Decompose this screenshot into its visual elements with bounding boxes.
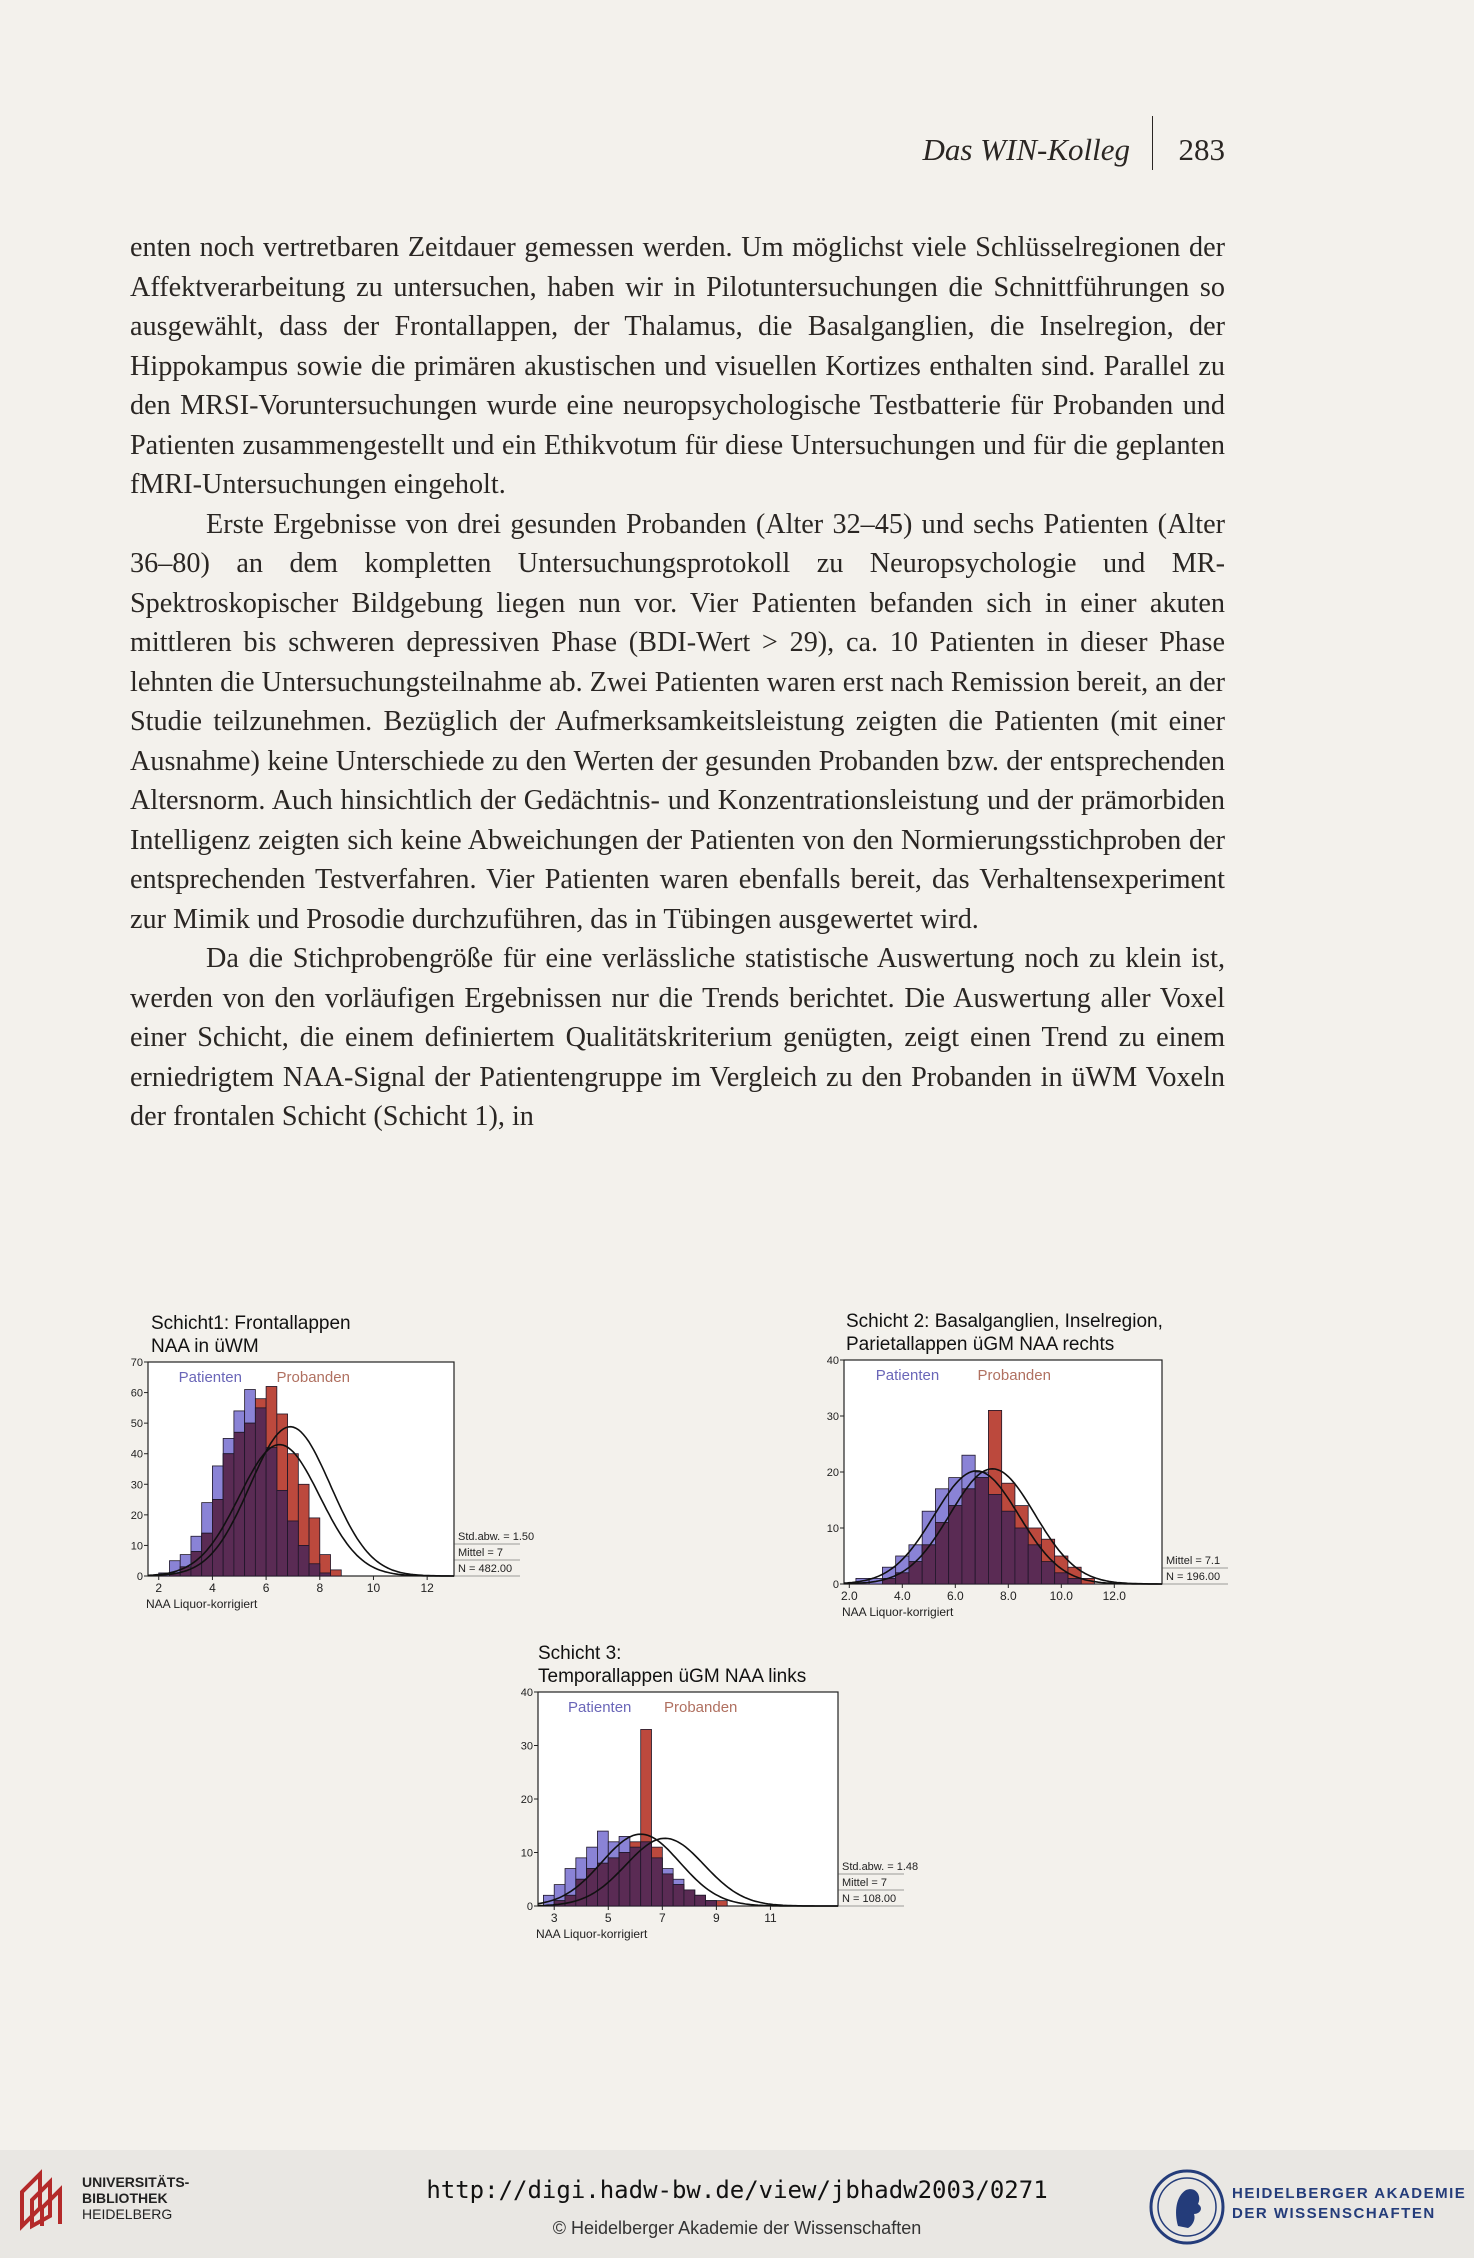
bar-overlap: [277, 1490, 288, 1576]
figure-caption: [151, 1312, 556, 1358]
running-header: [130, 132, 1225, 172]
x-tick-label: 6: [262, 1581, 270, 1595]
bar-overlap: [266, 1448, 277, 1576]
bar-overlap: [288, 1521, 299, 1576]
body-text: [130, 228, 1225, 1137]
academy-name-line: HEIDELBERGER AKADEMIE: [1232, 2185, 1467, 2202]
y-tick-label: 10: [520, 1847, 533, 1860]
y-tick-label: 0: [136, 1571, 143, 1583]
bar-overlap: [922, 1545, 935, 1584]
stats-line: N = 196.00: [1166, 1571, 1221, 1583]
x-axis-label: NAA Liquor-korrigiert: [842, 1605, 954, 1619]
stats-line: N = 108.00: [842, 1893, 897, 1905]
bar-overlap: [309, 1564, 320, 1576]
library-name-line: BIBLIOTHEK: [82, 2190, 168, 2206]
caption-line: Temporallappen üGM NAA links: [538, 1666, 807, 1687]
bar-overlap: [641, 1842, 652, 1906]
paragraph-1: enten noch vertretbaren Zeitdauer gemessen werden. Um möglichst viele Schlüsselregionen der Affektverarbeitung zu untersuchen, haben wir in Pilotuntersuchungen die Schnittführungen so ausgewählt, dass der Frontallappen, der Thalamus, die Basalganglien, die Inselregion, der Hippokampus sowie die primären akustischen und visuellen Kortizes enthalten sind. Parallel zu den MRSI-Voruntersuchungen wurde eine neuropsychologische Testbatterie für Probanden und Patienten zusammengestellt und ein Ethikvotum für diese Untersuchungen und für die geplanten fMRI-Untersuchungen eingeholt.: [130, 232, 1225, 500]
y-tick-label: 0: [832, 1579, 839, 1591]
bar-overlap: [1041, 1562, 1054, 1584]
bar-overlap: [662, 1874, 673, 1906]
caption-line: Parietallappen üGM NAA rechts: [846, 1334, 1115, 1355]
y-tick-label: 0: [526, 1901, 533, 1913]
histogram-chart: [130, 1357, 556, 1628]
x-tick-label: 3: [550, 1911, 558, 1925]
paragraph-2: Erste Ergebnisse von drei gesunden Probanden (Alter 32–45) und sechs Patienten (Alter 36–80) an dem kompletten Untersuchungsprotokoll zu Neuropsychologie und MR-Spektroskopischer Bildgebung liegen nun vor. Vier Patienten befanden sich in einer akuten mittleren bis schweren depressiven Phase (BDI-Wert > 29), ca. 10 Patienten in dieser Phase lehnten die Untersuchungsteilnahme ab. Zwei Patienten waren erst nach Remission bereit, an der Studie teilzunehmen. Bezüglich der Aufmerksamkeitsleistung zeigten die Patienten (mit einer Ausnahme) keine Unterschiede zu den Werten der gesunden Probanden bzw. der entsprechenden Altersnorm. Auch hinsichtlich der Gedächtnis- und Konzentrationsleistung und der prämorbiden Intelligenz zeigten sich keine Abweichungen der Patienten von den Normierungsstichproben der entsprechenden Testverfahren. Vier Patienten waren ebenfalls bereit, das Verhaltensexperiment zur Mimik und Prosodie durchzuführen, das in Tübingen ausgewertet wird.: [130, 508, 1225, 935]
y-tick-label: 30: [520, 1740, 533, 1753]
stats-line: Mittel = 7: [842, 1877, 887, 1889]
y-tick-label: 50: [130, 1418, 143, 1431]
x-tick-label: 2: [155, 1581, 163, 1595]
bar-overlap: [975, 1478, 988, 1584]
y-tick-label: 70: [130, 1357, 143, 1369]
figure-caption: [538, 1642, 946, 1688]
running-title: Das WIN-Kolleg: [922, 132, 1130, 167]
stats-line: Mittel = 7.1: [1166, 1555, 1221, 1567]
bar-overlap: [652, 1858, 663, 1906]
bar-overlap: [212, 1500, 223, 1576]
library-name-line: HEIDELBERG: [82, 2206, 173, 2222]
x-tick-label: 6.0: [946, 1589, 964, 1603]
histogram-chart: [826, 1355, 1252, 1626]
legend-probands: Probanden: [664, 1699, 738, 1716]
bar-overlap: [962, 1489, 975, 1584]
bar-overlap: [684, 1890, 695, 1906]
bar-overlap: [673, 1885, 684, 1906]
histogram-basal: [826, 1310, 1252, 1626]
bar-overlap: [320, 1573, 331, 1576]
legend-patients: Patienten: [178, 1369, 242, 1386]
x-tick-label: 12.0: [1102, 1589, 1126, 1603]
page-number: 283: [1178, 132, 1225, 167]
bar-overlap: [608, 1858, 619, 1906]
figure-caption: [846, 1310, 1252, 1356]
bar-probands: [331, 1570, 342, 1576]
caption-line: NAA in üWM: [151, 1336, 259, 1357]
legend-probands: Probanden: [977, 1367, 1051, 1384]
stats-line: Std.abw. = 1.50: [458, 1531, 535, 1543]
bar-overlap: [1028, 1545, 1041, 1584]
bar-probands: [716, 1901, 727, 1906]
bar-overlap: [695, 1895, 706, 1906]
y-tick-label: 30: [826, 1411, 839, 1423]
y-tick-label: 20: [826, 1467, 839, 1479]
caption-line: Schicht 2: Basalganglien, Inselregion,: [846, 1311, 1163, 1332]
header-divider: [1152, 116, 1153, 170]
bar-overlap: [988, 1494, 1001, 1584]
y-tick-label: 20: [130, 1509, 143, 1522]
academy-seal-icon: [1148, 2168, 1226, 2246]
histogram-temporal: [520, 1642, 946, 1958]
bar-overlap: [706, 1901, 717, 1906]
academy-logo[interactable]: [1148, 2168, 1467, 2248]
y-tick-label: 10: [826, 1523, 839, 1535]
bar-overlap: [298, 1545, 309, 1576]
bar-overlap: [587, 1869, 598, 1906]
bar-overlap: [1002, 1511, 1015, 1584]
x-tick-label: 4: [209, 1581, 216, 1595]
bar-overlap: [949, 1506, 962, 1584]
academy-name: [1232, 2184, 1466, 2224]
caption-line: Schicht 3:: [538, 1643, 622, 1664]
legend-patients: Patienten: [568, 1699, 632, 1716]
stats-line: Mittel = 7: [458, 1547, 503, 1559]
x-tick-label: 5: [604, 1911, 612, 1925]
academy-name-line: DER WISSENSCHAFTEN: [1232, 2205, 1436, 2222]
histogram-frontal: [130, 1312, 556, 1628]
legend-patients: Patienten: [875, 1367, 940, 1384]
histogram-chart: [520, 1687, 946, 1958]
x-tick-label: 7: [658, 1911, 666, 1925]
y-tick-label: 10: [130, 1540, 143, 1553]
x-tick-label: 10.0: [1049, 1589, 1073, 1603]
caption-line: Schicht1: Frontallappen: [151, 1313, 351, 1334]
x-tick-label: 9: [713, 1911, 720, 1925]
legend-probands: Probanden: [276, 1369, 350, 1386]
y-tick-label: 20: [520, 1794, 533, 1806]
library-name-line: UNIVERSITÄTS-: [82, 2174, 190, 2190]
bar-overlap: [619, 1853, 630, 1907]
x-tick-label: 2.0: [840, 1589, 858, 1603]
paragraph-3: Da die Stichprobengröße für eine verlässliche statistische Auswertung noch zu klein ist, werden von den vorläufigen Ergebnissen nur die Trends berichtet. Die Auswertung aller Voxel einer Schicht, die einem definiertem Qualitätskriterium genügten, zeigt einen Trend zu einem erniedrigtem NAA-Signal der Patientengruppe im Vergleich zu den Probanden in üWM Voxeln der frontalen Schicht (Schicht 1), in: [130, 943, 1225, 1132]
x-tick-label: 10: [366, 1581, 381, 1595]
y-tick-label: 30: [130, 1479, 143, 1492]
bar-overlap: [935, 1522, 948, 1584]
bar-overlap: [1015, 1528, 1028, 1584]
x-tick-label: 8: [316, 1581, 324, 1595]
y-tick-label: 40: [520, 1687, 533, 1699]
y-tick-label: 40: [826, 1355, 839, 1367]
x-axis-label: NAA Liquor-korrigiert: [146, 1597, 258, 1611]
bar-overlap: [1055, 1573, 1068, 1584]
bar-overlap: [245, 1423, 256, 1576]
x-tick-label: 4.0: [893, 1589, 911, 1603]
x-axis-label: NAA Liquor-korrigiert: [536, 1927, 648, 1941]
x-tick-label: 12: [420, 1581, 434, 1595]
y-tick-label: 40: [130, 1448, 143, 1461]
bar-overlap: [223, 1454, 234, 1576]
y-tick-label: 60: [130, 1387, 143, 1400]
source-url-link[interactable]: http://digi.hadw-bw.de/view/jbhadw2003/0271: [426, 2176, 1048, 2204]
x-tick-label: 8.0: [999, 1589, 1017, 1603]
stats-line: Std.abw. = 1.48: [842, 1861, 919, 1873]
stats-line: N = 482.00: [458, 1563, 513, 1575]
bar-overlap: [255, 1408, 266, 1576]
x-tick-label: 11: [764, 1911, 777, 1925]
footer-bar: [0, 2150, 1474, 2258]
bar-overlap: [1068, 1578, 1081, 1584]
copyright-notice: © Heidelberger Akademie der Wissenschaften: [552, 2218, 922, 2238]
